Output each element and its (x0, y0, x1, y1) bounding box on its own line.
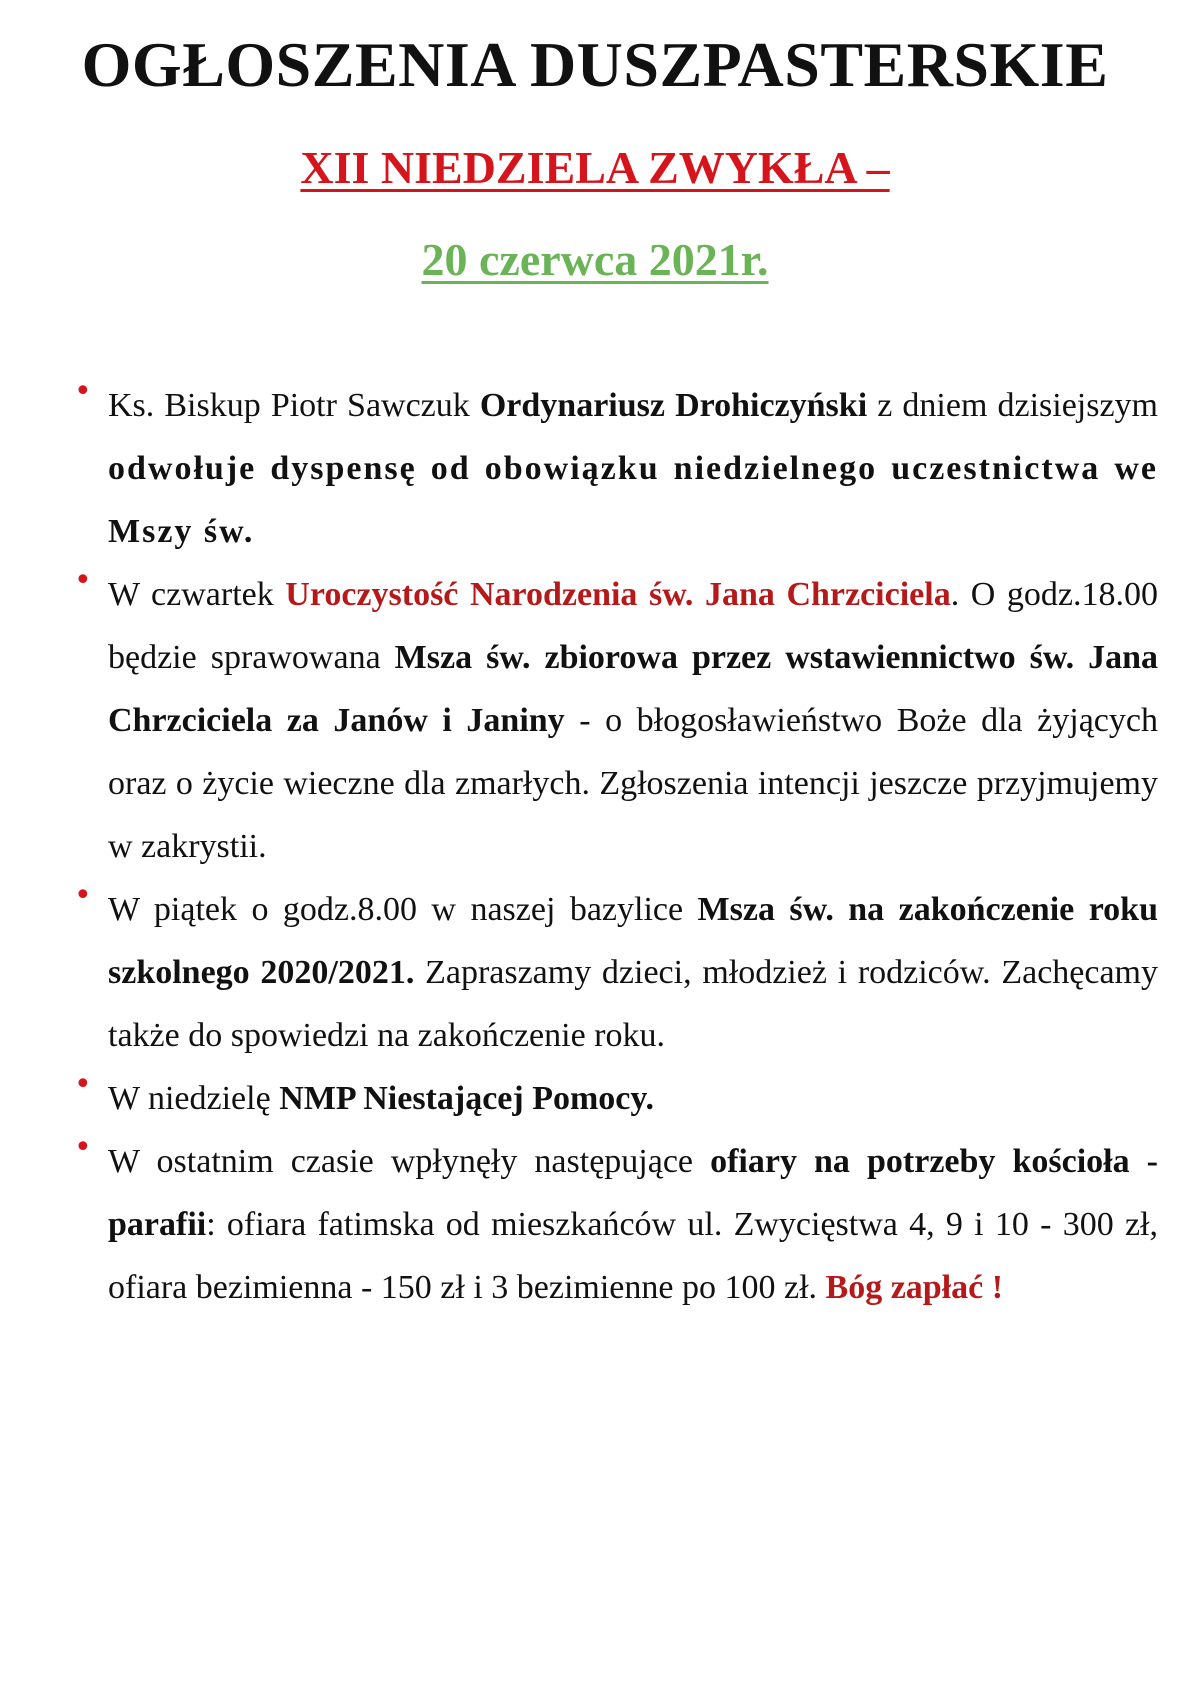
announcement-list (74, 374, 1159, 1319)
announcement-item (74, 563, 1158, 878)
announcement-item (74, 1130, 1158, 1319)
announcement-emphasis: odwołuje dyspensę od obowiązku niedzielnego uczestnictwa we Mszy św. (108, 450, 1158, 550)
bullet-dot-icon: • (74, 1067, 92, 1102)
announcement-emphasis: Ordynariusz Drohiczyński (479, 387, 868, 424)
announcement-emphasis: ofiary na potrzeby kościoła - parafii (108, 1143, 1158, 1243)
bullet-dot-icon: • (74, 1130, 92, 1165)
announcement-item (74, 1067, 1158, 1130)
announcement-text: Ks. Biskup Piotr Sawczuk (108, 387, 480, 424)
sunday-heading: XII NIEDZIELA ZWYKŁA – (300, 142, 890, 193)
announcement-text: W ostatnim czasie wpłynęły następujące (108, 1143, 711, 1180)
announcement-text: : ofiara fatimska od mieszkańców ul. Zwycięstwa 4, 9 i 10 - 300 zł, ofiara bezimienna - 150 zł i 3 bezimienne po 100 zł. (108, 1206, 1158, 1306)
announcement-text: W niedzielę (108, 1080, 280, 1117)
bullet-dot-icon: • (74, 878, 92, 913)
announcement-emphasis: Msza św. na zakończenie roku szkolnego 2020/2021. (108, 891, 1158, 991)
date-heading: 20 czerwca 2021r. (421, 234, 769, 285)
announcement-text: Zapraszamy dzieci, młodzież i rodziców. Zachęcamy także do spowiedzi na zakończenie roku. (108, 954, 1159, 1054)
announcement-emphasis: NMP Niestającej Pomocy. (279, 1080, 655, 1117)
bullet-dot-icon: • (74, 374, 92, 409)
feast-name: Uroczystość Narodzenia św. Jana Chrzciciela (285, 576, 951, 613)
announcement-emphasis: Msza św. zbiorowa przez wstawiennictwo św. Jana Chrzciciela za Janów i Janiny (108, 639, 1158, 739)
announcement-text: - o błogosławieństwo Boże dla żyjących oraz o życie wieczne dla zmarłych. Zgłoszenia intencji jeszcze przyjmujemy w zakrystii. (108, 702, 1158, 865)
announcement-text: . O godz.18.00 będzie sprawowana (108, 576, 1158, 676)
closing-blessing: Bóg zapłać ! (825, 1269, 1004, 1306)
announcement-text: W czwartek (108, 576, 286, 613)
announcement-item (74, 374, 1158, 563)
announcement-item (74, 878, 1159, 1067)
announcement-text: z dniem dzisiejszym (867, 387, 1158, 424)
bullet-dot-icon: • (74, 563, 92, 598)
page-title: OGŁOSZENIA DUSZPASTERSKIE (81, 29, 1109, 100)
announcement-text: W piątek o godz.8.00 w naszej bazylice (108, 891, 698, 928)
